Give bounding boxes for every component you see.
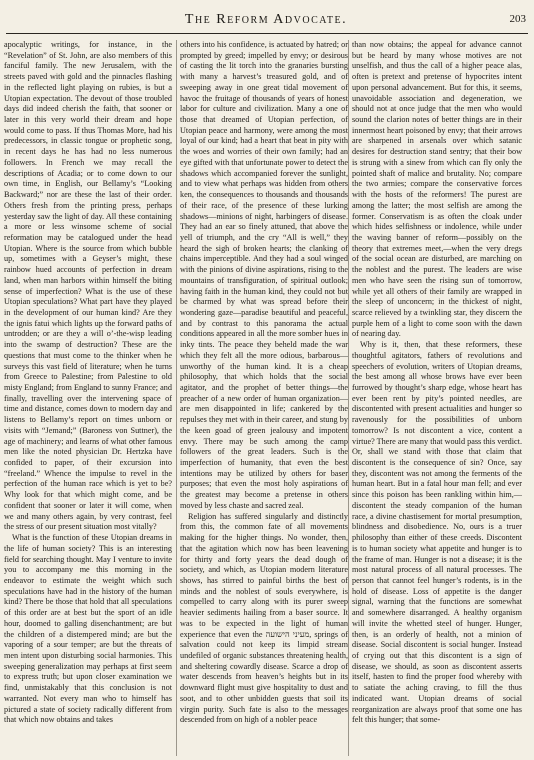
paragraph: than now obtains; the appeal for advance cannot but be heard by many whose motives are not unselfish, and thus the call of a higher peace alas, often is pretext and pretense of hypocrites intent upon personal advancement. But for this, it seems, unavoidable association and degeneration, we should not at once judge that the men who would sound the clarion notes of better things are in their innermost heart poisoned by envy; that their arrows are sharpened in arsenals over which satanic desires for destruction stand sentry; that their bow is strung with a sinew from which can fly only the pointed shaft of malice and brutality. No; compare the two armies; compare the conservative forces with the hosts of the reformers! The purest are among the latter; the most selfish are among the former. Conservatism is as often the cloak under which hides selfishness or indolence, while under the waving banner of reform—possibly on the theory that extremes meet,—when the very dregs of the social ocean are disturbed, are marching on the noblest and the purest. The leaders are wise men who have seen the rising sun of tomorrow, while yet all others of their family are wrapped in the sleep of unconcern; in the thickest of night, scarce relieved by a twinkling star, they discern the purple hem of a light to come soon with the dawn of nearing day. [352,40,522,339]
paragraph: What is the function of these Utopian dreams in the life of human society? This is an interesting field for searching thought. May I venture to invite you to accompany me this morning in the endeavor to estimate the weight which such speculations have had in the history of the human kind? There be those that hold that all speculations of this order are at best but the sport of an idle hour, doomed to galling disenchantment; are but the children of a distempered mind; are but the vaporing of a sour temper; are but the threats of men intent upon disturbing social harmonies. This sweeping generalization may perhaps at first seem to express truth; but upon closer examination we find, unmistakably that this conclusion is not warranted. Not every man who to himself has pictured a state of society radically different from that which now obtains and takes [4,533,172,725]
paragraph: Religion has suffered singularly and distinctly from this, the common fate of all movements making for the higher things. No wonder, then, that the agitation which now has been leavening for thirty and forty years the dead dough of society, and which, as Utopian modern literature shows, has stirred to painful births the best of minds and the noblest of souls everywhere, is compelled to carry along with its purer sweep heavier sediments hailing from a baser source. It was to be expected in the light of human experience that even the מעיני הישועה, springs of salvation could not keep its limpid stream undefiled of organic substances threatening health, and sheltering cowardly disease. Scarce a drop of water descends from heaven’s heights but in its downward flight must give hospitality to dust and soot, and to other unbidden guests that soil its virgin purity. Such fate is also to the messages descended from on high of a nobler peace [180,511,348,725]
column-divider [348,40,349,756]
page-number: 203 [509,13,526,25]
column-1 [4,40,172,758]
paragraph: apocalyptic writings, for instance, in the “Revelation” of St. John, are also members of this fanciful family. The new Jerusalem, with the streets paved with gold and the pinnacles flashing in the reflected light playing on rubies, is but a Utopian expectation. The devout of those troubled days did indeed cherish the faith, that sooner or later in this very world their dream and hope would come to pass. If thus Thomas More, had his predecessors, in classic tongue or prophetic song, in recent days he has had no less numerous followers. In French we may recall the descriptions of Acadia; or to come down to our own time, in English, our Bellamy’s “Looking Backward;” nor are these the last of their order. Others fresh from the printing press, perhaps yesterday saw the light of day. All these containing a more or less winsome scheme of social reformation may be catalogued under the head Utopian. Where is the source from which bubble up, sometimes with a Geyser’s might, these rainbow hued accounts of perfection in dream land, when man harbors within himself the biting sense of imperfection? What is the use of these Utopian speculations? What part have they played in the development of our human kind? Are they the ignis fatui which lights up the forward paths of untrodden; or are they a will o’-the-wisp leading into the swamp of destruction? These are the questions that must come to the thinker when he surveys this vast field of literature; when he turns from Greece to Palestine; from Palestine to old misty England; from England to sunny France; and finally, travelling over the intervening space of time and distance, comes down to modern day and listens to Bellamy’s report on times unborn or visits with “Jemand;” (Baroness von Suttner), the age of machinery; and learns of what other famous men like the noted physician Dr. Hertzka have confided to paper, of their excursion into “freeland.” Whence the impulse to revel in the perfection of the human race which is yet to be? Why look for that which might come, and be confident that sooner or later it will come, when we and many others again, by very contrast, feel the stress of our present situation most vitally? [4,40,172,532]
column-2 [180,40,348,758]
masthead-title: The Reform Advocate. [184,12,348,27]
header-rule [6,33,528,34]
paragraph: others into his confidence, is actuated by hatred; or prompted by greed; impelled by envy; or desirous of casting the lit torch into the granaries bursting with many a harvest’s treasured gold, and of sweeping away in one great tidal movement of havoc the fruitage of thousands of years of honest labor for culture and civilization. Many a one of those that dreamed of Utopian perfection, of Utopian peace and harmony, were among the most loyal of our kind; had a heart that beat in pity with the woes and worries of their own family; had an eye gifted with that unfortunate power to detect the shadows which accompanied forever the sunlight, and to view what perhaps was hidden from others ken, the consequences to thousands and thousands of their race, of the presence of these lurking shadows—minions of night, harbingers of disease. They had an ear so finely attuned, that above the yell of triumph, and the cry “All is well,” they heard the sigh of broken hearts; the clanking of chains imperceptible. And they had a soul winged with the pinions of divine aspirations, rising to the mountains of transfiguration, of spiritual outlook; having faith in the human kind, they could not but be charmed by what was spread before their wondering gaze—paradise beautiful and peaceful, and by contrast to this panorama the actual conditions appeared in all the more somber hues in inky tints. The peace they beheld made the war which they felt all the more odious, barbarous—unworthy of the human kind. It is a cheap philosophy, that which holds that the social agitator, and the prophet of better things—the preacher of a new order of human organization—are men disappointed in life; cankered by the repulses they met with in their career, and stung by the keen goad of green jealousy and impotent envy. There may be such among the camp followers of the great leaders. Such is the imperfection of humanity, that even the best intentions may be utilized by others for baser purposes; that even the most holy aspirations of the greatest may become a pretense in others moved by less chaste and sacred zeal. [180,40,348,510]
column-divider [176,40,177,756]
page-header [6,12,526,30]
column-3 [352,40,522,758]
paragraph: Why is it, then, that these reformers, these thoughtful agitators, fathers of revolutions and speechers of evolution, writers of Utopian dreams, the best among all whose brows have ever been furrowed by thought’s sharp edge, whose heart has ever been rent by pity’s pointed needles, are discontented with present actualities and hunger so ravenously for the possibilities of unborn tomorrow? Is not discontent a vice, content a virtue? There are many that would pass this verdict. Or, shall we stand with those that claim that discontent is the consequence of sin? Once, say they, discontent was not among the ferments of the human heart. But in a fatal hour man fell; and ever since this poison has been rankling within him,—discontent the steady companion of the human race, a divine chastisement for mortal presumption, blindness and disobedience. No, ours is a truer philosophy than either of these creeds. Discontent is to human society what appetite and hunger is to the frame of man. Hunger is not a disease; it is the most natural process of all natural processes. The person that cannot feel hunger’s rodents, is in the hold of disease. Loss of appetite is the danger signal, warning that the functions are somewhat and somewhere disarranged. A healthy organism will invite the whetted steel of hunger. Hunger, then, is an orderly of health, not a minion of disease. Social discontent is social hunger. Instead of crying out that this discontent is a sign of disease, we should, as soon as discontent asserts itself, hasten to find the proper food whereby with to satiate the aching craving, to fill the thus indicated want. Utopian dreams of social reorganization are always proof that some one has felt this hunger; that some- [352,340,522,725]
